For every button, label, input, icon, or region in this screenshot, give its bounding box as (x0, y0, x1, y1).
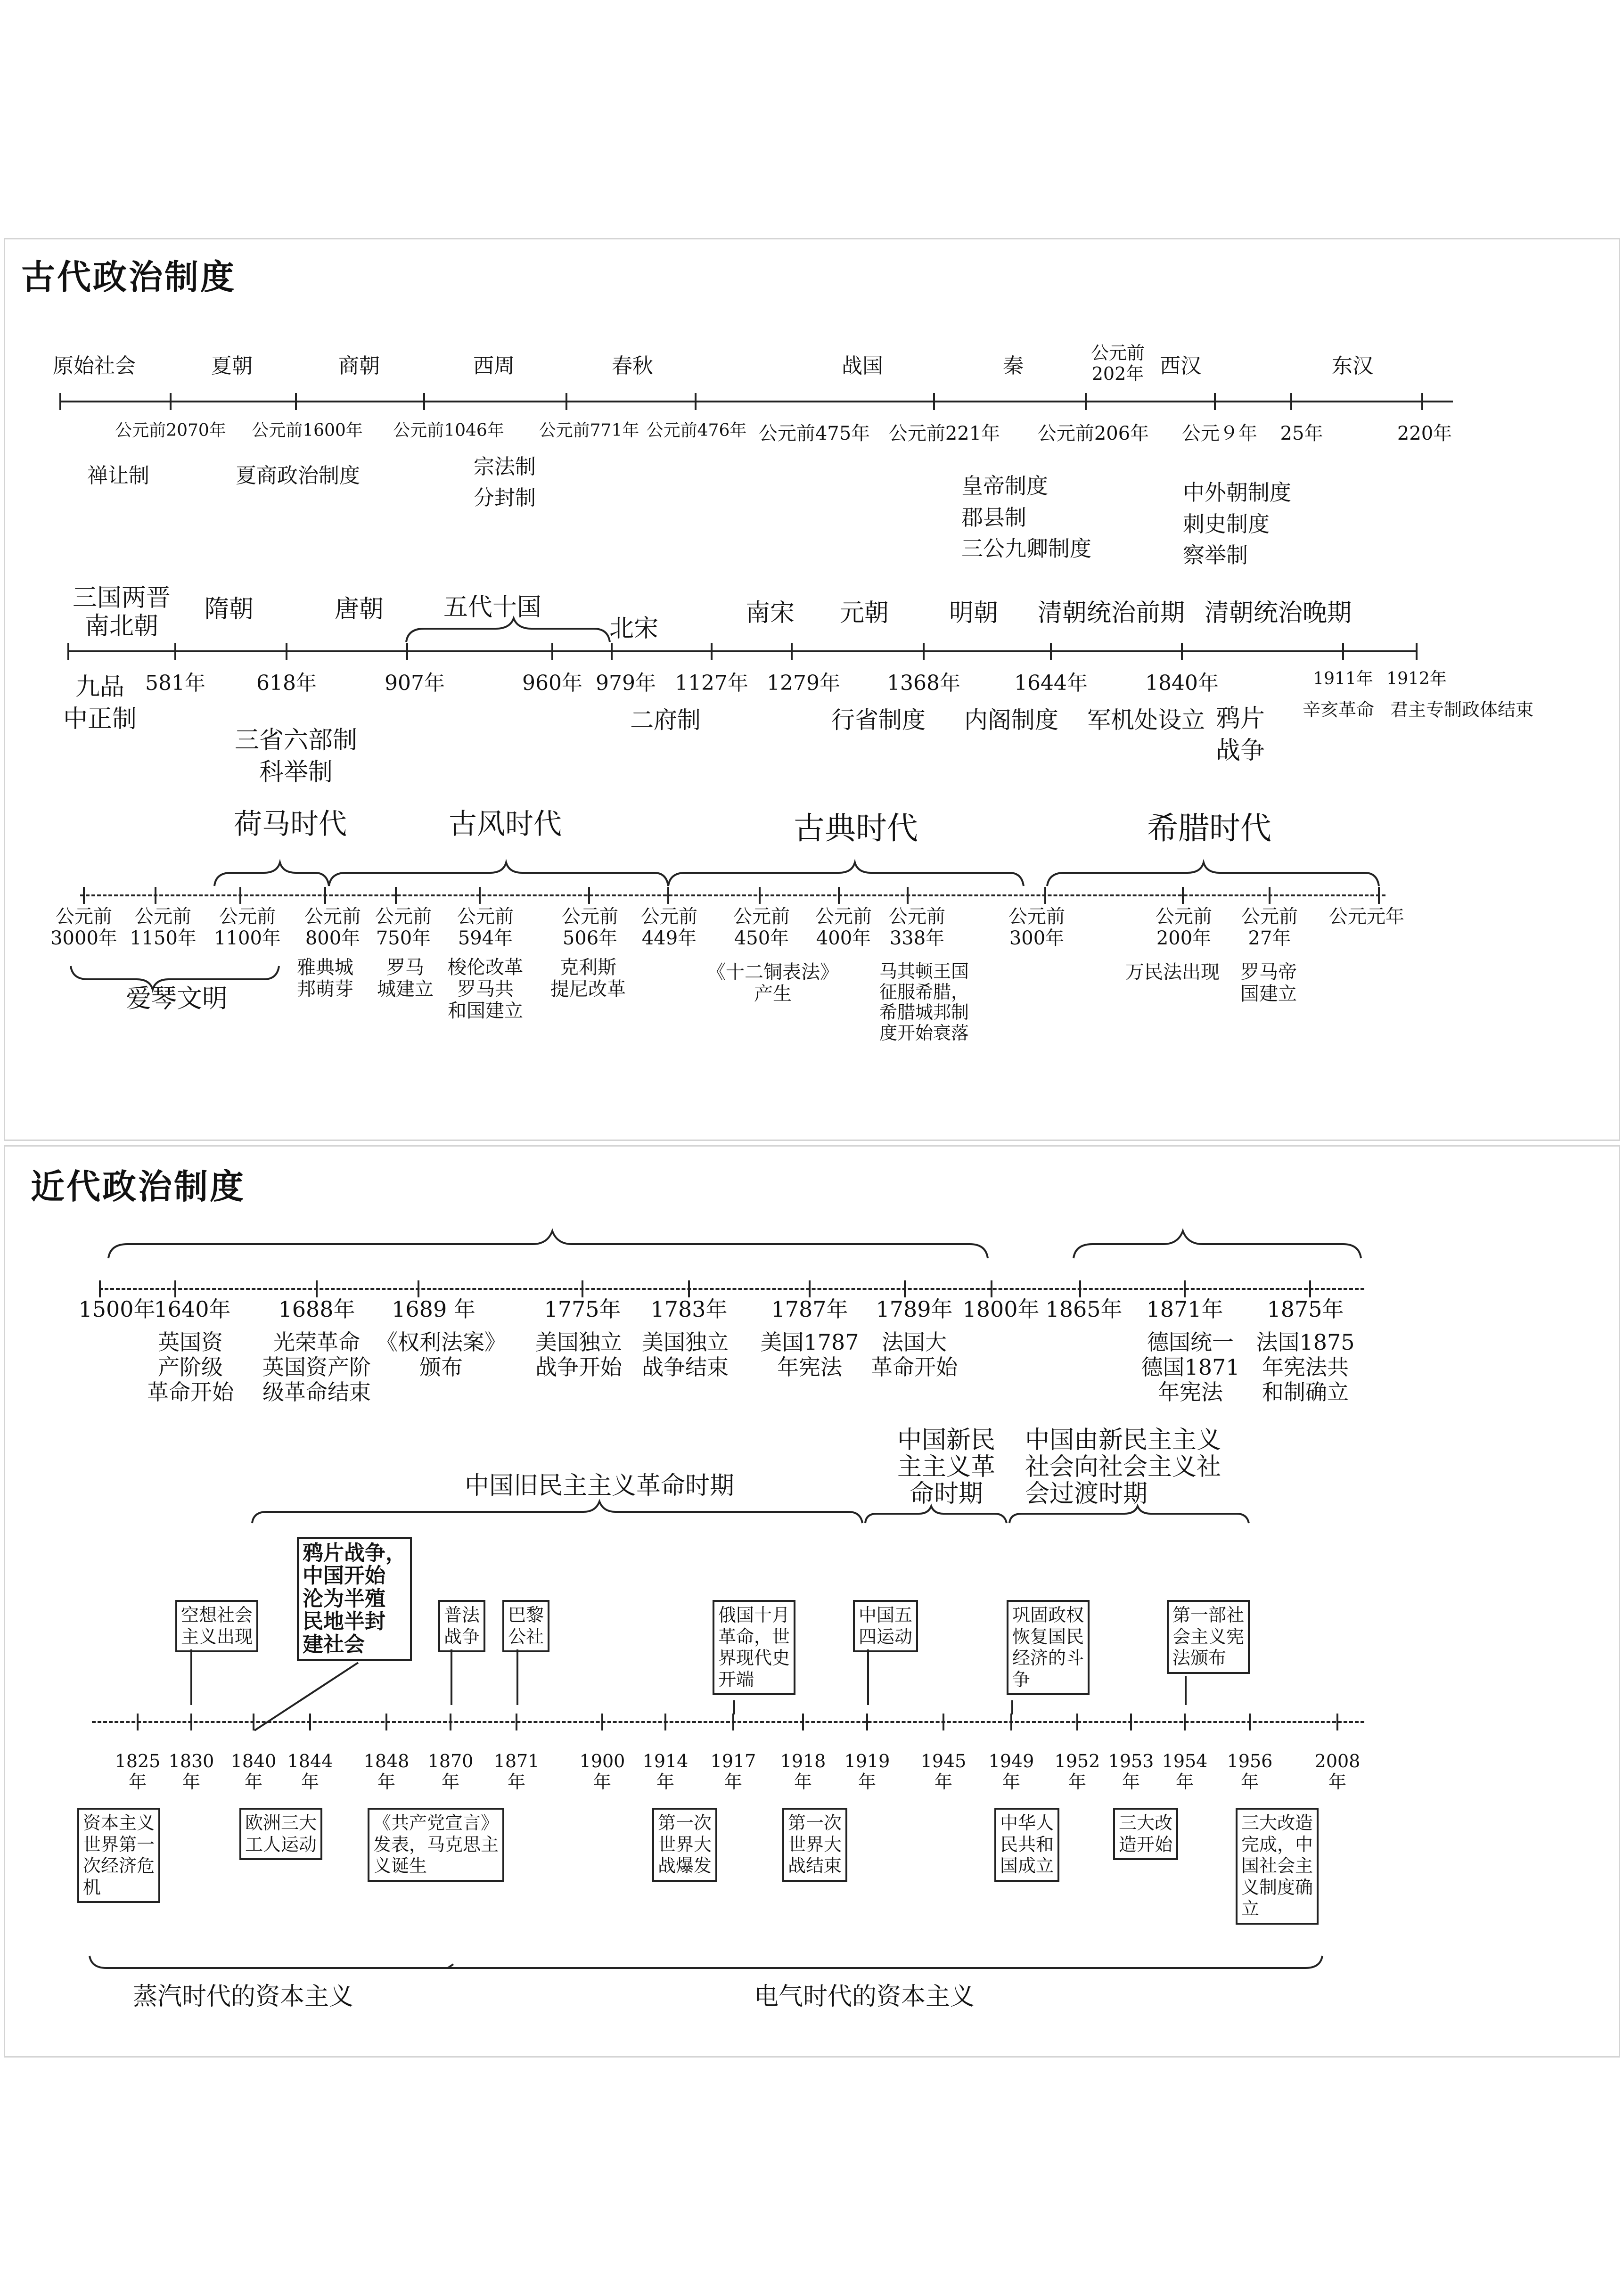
date-label: 公元前1046年 (393, 421, 504, 440)
year-label: 1945 年 (920, 1751, 967, 1792)
date-label: 公元前 300年 (1008, 906, 1065, 949)
date-label: 1911年 (1313, 669, 1373, 689)
date-label: 960年 (522, 671, 582, 695)
period-label: 商朝 (338, 354, 380, 378)
event-box: 空想社会 主义出现 (175, 1600, 258, 1652)
date-label: 公元９年 (1182, 423, 1257, 444)
year-label: 1917 年 (710, 1751, 756, 1792)
event-box: 普法 战争 (438, 1600, 485, 1652)
system-label: 宗法制 分封制 (474, 455, 536, 510)
year-label: 1870 年 (427, 1751, 474, 1792)
year-label: 1844 年 (287, 1751, 333, 1792)
date-label: 1689 年 (392, 1296, 475, 1322)
era-label: 古风时代 (449, 808, 562, 841)
date-label: 公元前 1150年 (130, 906, 197, 949)
period-label: 南宋 (745, 599, 795, 627)
date-label: 公元前 400年 (815, 906, 872, 949)
period-label: 原始社会 (53, 354, 136, 378)
event-box: 中国五 四运动 (853, 1600, 918, 1652)
date-label: 公元前 1100年 (214, 906, 281, 949)
event-box: 三大改 造开始 (1113, 1808, 1178, 1860)
date-label: 公元前476年 (646, 421, 747, 440)
period-label: 北宋 (609, 615, 659, 643)
year-label: 1825 年 (115, 1751, 161, 1792)
system-label: 夏商政治制度 (236, 464, 360, 488)
date-label: 1840年 (1145, 671, 1219, 695)
modern-title: 近代政治制度 (31, 1166, 246, 1206)
year-label: 1918 年 (780, 1751, 826, 1792)
era-label: 古典时代 (794, 810, 918, 846)
system-label: 鸦片 战争 (1215, 705, 1265, 765)
system-label: 辛亥革命 (1302, 699, 1375, 720)
period-label: 元朝 (839, 599, 889, 627)
period-label: 唐朝 (334, 595, 384, 623)
era-label: 蒸汽时代的资本主义 (133, 1983, 354, 2011)
system-label: 皇帝制度 郡县制 三公九卿制度 (961, 473, 1091, 562)
year-label: 1848 年 (363, 1751, 410, 1792)
date-label: 公元前 450年 (733, 906, 790, 949)
date-label: 1775年 (544, 1296, 621, 1322)
date-label: 公元前 200年 (1156, 906, 1212, 949)
date-label: 公元前 506年 (562, 906, 618, 949)
year-label: 1919 年 (844, 1751, 890, 1792)
date-label: 220年 (1397, 423, 1452, 444)
date-label: 公元前 27年 (1241, 906, 1298, 949)
event-label: 法国大 革命开始 (871, 1329, 958, 1380)
event-box: 鸦片战争， 中国开始 沦为半殖 民地半封 建社会 (297, 1537, 412, 1661)
era-label: 电气时代的资本主义 (754, 1983, 975, 2011)
date-label: 1800年 (962, 1296, 1040, 1322)
event-label: 美国独立 战争开始 (535, 1329, 622, 1380)
event-label: 《十二铜表法》 产生 (707, 961, 839, 1005)
event-label: 克利斯 提尼改革 (550, 957, 626, 1000)
event-label: 德国统一 德国1871 年宪法 (1141, 1329, 1240, 1405)
system-label: 三省六部制 科举制 (234, 726, 358, 787)
date-label: 1783年 (650, 1296, 728, 1322)
event-box: 三大改造 完成，中 国社会主 义制度确 立 (1236, 1808, 1319, 1925)
event-box: 《共产党宣言》 发表，马克思主 义诞生 (368, 1808, 504, 1882)
event-label: 梭伦改革 罗马共 和国建立 (448, 957, 523, 1022)
date-label: 1688年 (278, 1296, 355, 1322)
event-label: 英国资 产阶级 革命开始 (147, 1329, 234, 1405)
date-label: 618年 (256, 671, 317, 695)
year-label: 1952 年 (1054, 1751, 1100, 1792)
event-box: 巴黎 公社 (502, 1600, 549, 1652)
system-label: 禅让制 (87, 464, 149, 488)
date-label: 公元前 338年 (889, 906, 945, 949)
event-box: 第一次 世界大 战爆发 (652, 1808, 717, 1882)
date-label: 1787年 (771, 1296, 848, 1322)
date-label: 1368年 (887, 671, 960, 695)
system-label: 二府制 (630, 706, 701, 734)
year-label: 2008 年 (1314, 1751, 1361, 1792)
system-label: 内阁制度 (964, 706, 1058, 734)
period-label: 西汉 (1160, 354, 1201, 378)
era-label: 爱琴文明 (126, 984, 228, 1013)
period-label: 三国两晋 南北朝 (72, 584, 171, 640)
event-label: 美国独立 战争结束 (642, 1329, 729, 1380)
date-label: 公元前771年 (539, 421, 639, 440)
date-label: 公元前 594年 (457, 906, 514, 949)
period-label: 春秋 (612, 354, 653, 378)
event-label: 法国1875 年宪法共 和制确立 (1256, 1329, 1355, 1405)
date-label: 公元前 800年 (304, 906, 361, 949)
year-label: 1871 年 (493, 1751, 540, 1792)
period-label: 五代十国 (443, 593, 542, 622)
year-label: 1953 年 (1108, 1751, 1154, 1792)
date-label: 1644年 (1014, 671, 1088, 695)
system-label: 九品 中正制 (63, 673, 137, 733)
date-label: 公元前 3000年 (50, 906, 117, 949)
period-label: 隋朝 (204, 595, 254, 623)
event-label: 马其顿王国 征服希腊， 希腊城邦制 度开始衰落 (879, 961, 969, 1044)
date-label: 581年 (145, 671, 205, 695)
year-label: 1954 年 (1162, 1751, 1208, 1792)
date-label: 1871年 (1146, 1296, 1223, 1322)
date-label: 1127年 (675, 671, 748, 695)
year-label: 1900 年 (579, 1751, 625, 1792)
date-label: 公元前221年 (888, 423, 1000, 444)
period-label: 清朝统治前期 (1037, 599, 1185, 627)
event-label: 罗马 城建立 (377, 957, 434, 1000)
date-label: 1640年 (154, 1296, 231, 1322)
period-label: 夏朝 (211, 354, 253, 378)
period-label: 中国旧民主主义革命时期 (464, 1472, 735, 1500)
event-label: 光荣革命 英国资产阶 级革命结束 (262, 1329, 371, 1405)
date-label: 公元元年 (1329, 906, 1404, 927)
date-label: 公元前 449年 (641, 906, 697, 949)
period-label: 秦 (1003, 354, 1024, 378)
date-label: 公元前206年 (1037, 423, 1149, 444)
date-label: 1500年 (78, 1296, 156, 1322)
event-box: 欧洲三大 工人运动 (239, 1808, 322, 1860)
year-label: 1914 年 (642, 1751, 689, 1792)
year-label: 1830 年 (168, 1751, 214, 1792)
year-label: 1840 年 (230, 1751, 277, 1792)
date-label: 公元前 750年 (375, 906, 432, 949)
date-label: 1875年 (1267, 1296, 1344, 1322)
date-label: 公元前1600年 (252, 421, 363, 440)
period-label: 东汉 (1332, 354, 1373, 378)
date-label: 1865年 (1045, 1296, 1123, 1322)
event-box: 资本主义 世界第一 次经济危 机 (77, 1808, 160, 1903)
date-label: 公元前2070年 (115, 421, 226, 440)
event-box: 中华人 民共和 国成立 (994, 1808, 1059, 1882)
event-label: 万民法出现 (1125, 961, 1220, 983)
era-label: 荷马时代 (234, 808, 347, 841)
period-label: 西周 (473, 354, 515, 378)
period-label: 明朝 (949, 599, 999, 627)
event-box: 第一次 世界大 战结束 (782, 1808, 847, 1882)
date-label: 公元前475年 (758, 423, 870, 444)
event-label: 美国1787 年宪法 (760, 1329, 859, 1380)
year-label: 1956 年 (1227, 1751, 1273, 1792)
period-label: 战国 (842, 354, 883, 378)
date-label: 979年 (596, 671, 656, 695)
ancient-title: 古代政治制度 (21, 257, 237, 297)
event-box: 巩固政权 恢复国民 经济的斗 争 (1007, 1600, 1090, 1695)
event-label: 《权利法案》 颁布 (376, 1329, 506, 1380)
system-label: 军机处设立 (1087, 706, 1205, 734)
year-label: 1949 年 (988, 1751, 1034, 1792)
period-label: 清朝统治晚期 (1204, 599, 1352, 627)
event-box: 第一部社 会主义宪 法颁布 (1167, 1600, 1250, 1674)
event-label: 罗马帝 国建立 (1240, 961, 1297, 1005)
date-label: 1279年 (767, 671, 840, 695)
period-label: 中国新民 主主义革 命时期 (897, 1426, 996, 1509)
event-box: 俄国十月 革命，世 界现代史 开端 (713, 1600, 795, 1695)
system-label: 中外朝制度 刺史制度 察举制 (1183, 480, 1291, 568)
date-label: 25年 (1280, 423, 1323, 444)
date-label: 1789年 (876, 1296, 953, 1322)
period-label: 中国由新民主主义 社会向社会主义社 会过渡时期 (1025, 1426, 1221, 1509)
system-label: 行省制度 (831, 706, 926, 734)
date-label: 907年 (385, 671, 445, 695)
period-label: 公元前 202年 (1090, 343, 1145, 384)
date-label: 1912年 (1386, 669, 1447, 689)
era-label: 希腊时代 (1147, 810, 1271, 846)
system-label: 君主专制政体结束 (1390, 699, 1534, 720)
event-label: 雅典城 邦萌芽 (297, 957, 353, 1000)
